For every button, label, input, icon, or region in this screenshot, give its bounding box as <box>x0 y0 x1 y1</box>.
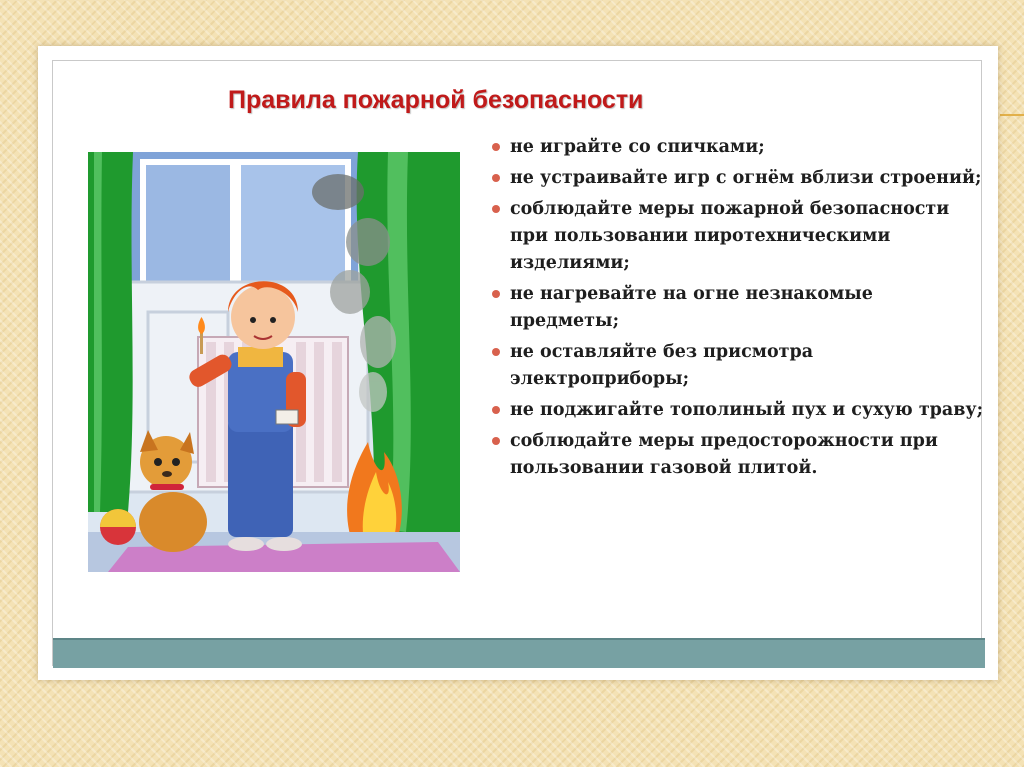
bullet-icon <box>492 290 500 298</box>
rule-text: не оставляйте без присмотра электроприборы; <box>510 342 814 389</box>
bottom-bar <box>53 638 985 668</box>
window-pane-left <box>143 162 233 287</box>
bullet-icon <box>492 143 500 151</box>
bullet-icon <box>492 174 500 182</box>
bullet-icon <box>492 205 500 213</box>
bullet-icon <box>492 406 500 414</box>
slide-title: Правила пожарной безопасности <box>228 86 644 114</box>
rule-item <box>486 339 986 393</box>
rule-item <box>486 165 986 192</box>
rule-text: не устраивайте игр с огнём вблизи строений; <box>510 168 982 188</box>
rule-item <box>486 428 986 482</box>
rule-text: не играйте со спичками; <box>510 137 765 157</box>
rule-text: не поджигайте тополиный пух и сухую траву; <box>510 400 984 420</box>
rule-text: соблюдайте меры пожарной безопасности при пользовании пиротехническими изделиями; <box>510 199 950 273</box>
bullet-icon <box>492 348 500 356</box>
slide <box>38 46 998 680</box>
decorative-line <box>1000 114 1024 116</box>
ball <box>100 509 136 545</box>
rules-list <box>486 134 986 486</box>
bullet-icon <box>492 437 500 445</box>
rule-item <box>486 281 986 335</box>
rule-text: не нагревайте на огне незнакомые предметы; <box>510 284 873 331</box>
rule-item <box>486 134 986 161</box>
rule-item <box>486 196 986 277</box>
rule-item <box>486 397 986 424</box>
fire-safety-illustration <box>88 152 460 572</box>
rule-text: соблюдайте меры предосторожности при пользовании газовой плитой. <box>510 431 938 478</box>
